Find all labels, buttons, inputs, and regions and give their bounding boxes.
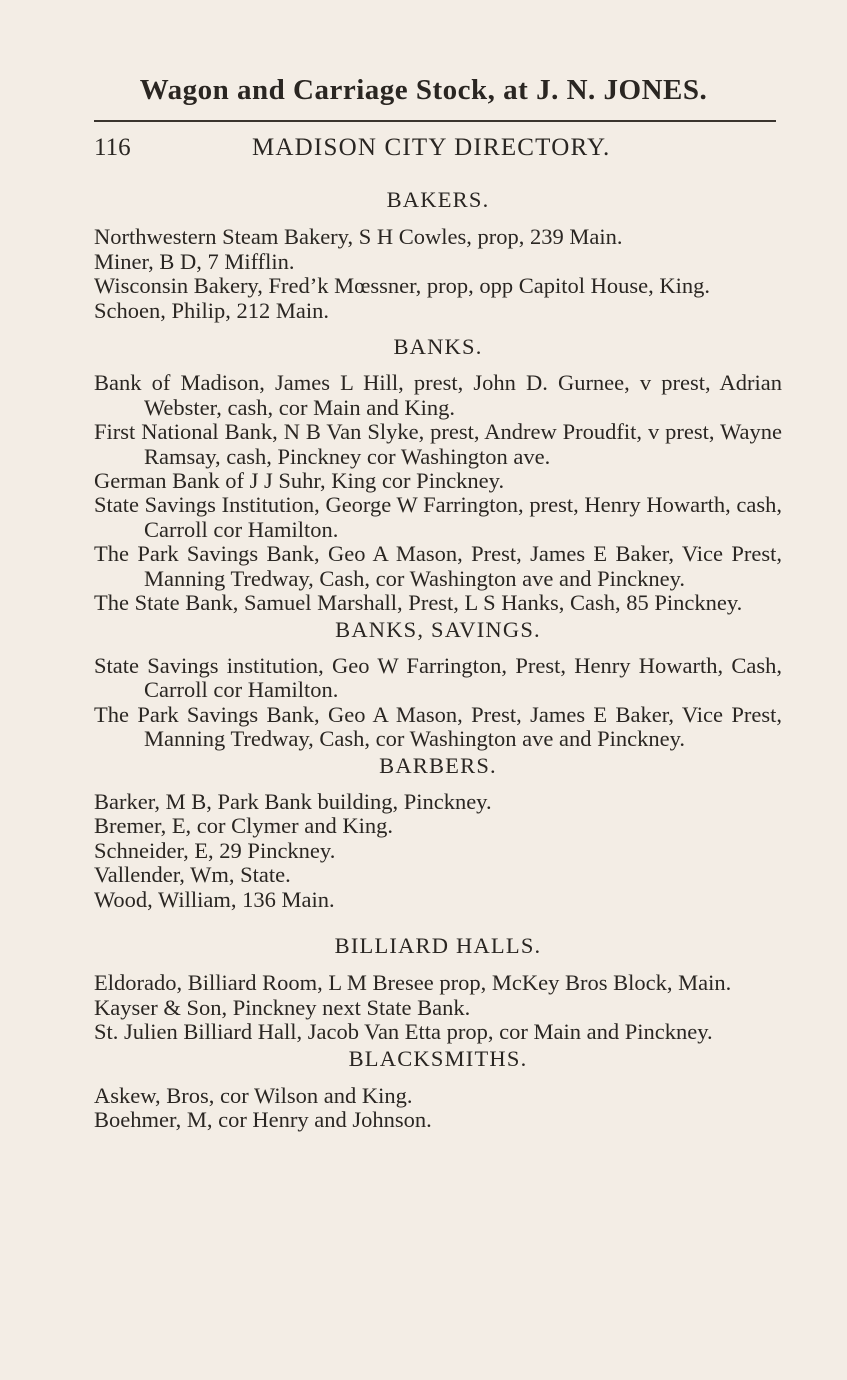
directory-entry: Schoen, Philip, 212 Main. xyxy=(94,297,329,323)
directory-entry: Wisconsin Bakery, Fred’k Mœssner, prop, opp Capitol House, King. xyxy=(94,273,711,299)
directory-entry: St. Julien Billiard Hall, Jacob Van Etta prop, cor Main and Pinckney. xyxy=(94,1019,713,1045)
section-heading-blacksmiths: BLACKSMITHS. xyxy=(348,1045,528,1071)
directory-entry: Barker, M B, Park Bank building, Pinckney. xyxy=(94,788,492,814)
directory-entry: Bremer, E, cor Clymer and King. xyxy=(94,813,394,839)
section-heading-banks-savings: BANKS, SAVINGS. xyxy=(335,616,541,642)
directory-entry: Vallender, Wm, State. xyxy=(94,862,291,888)
page-number: 116 xyxy=(94,134,131,161)
directory-entry: The State Bank, Samuel Marshall, Prest, L S Hanks, Cash, 85 Pinckney. xyxy=(94,590,743,616)
directory-entry: Northwestern Steam Bakery, S H Cowles, prop, 239 Main. xyxy=(94,224,623,250)
directory-entry: Miner, B D, 7 Mifflin. xyxy=(94,248,295,274)
directory-entry: Eldorado, Billiard Room, L M Bresee prop, McKey Bros Block, Main. xyxy=(94,970,732,996)
directory-entry: The Park Savings Bank, Geo A Mason, Prest, James E Baker, Vice Prest, Manning Tredway, Cash, cor Washington ave and Pinckney. xyxy=(94,701,782,752)
directory-entry: The Park Savings Bank, Geo A Mason, Prest, James E Baker, Vice Prest, Manning Tredway, Cash, cor Washington ave and Pinckney. xyxy=(94,541,782,591)
section-heading-barbers: BARBERS. xyxy=(379,752,497,778)
directory-content xyxy=(94,188,782,1133)
directory-entry: Wood, William, 136 Main. xyxy=(94,886,335,912)
section-heading-bakers: BAKERS. xyxy=(386,187,490,212)
directory-entry: German Bank of J J Suhr, King cor Pinckney. xyxy=(94,468,505,494)
header-rule xyxy=(94,120,776,122)
section-heading-banks: BANKS. xyxy=(393,334,483,360)
directory-entry: Kayser & Son, Pinckney next State Bank. xyxy=(94,994,471,1020)
directory-entry: Boehmer, M, cor Henry and Johnson. xyxy=(94,1107,432,1133)
directory-entry: State Savings Institution, George W Farrington, prest, Henry Howarth, cash, Carroll cor Hamilton. xyxy=(94,492,782,542)
directory-entry: State Savings institution, Geo W Farrington, Prest, Henry Howarth, Cash, Carroll cor Hamilton. xyxy=(94,652,782,703)
directory-entry: Askew, Bros, cor Wilson and King. xyxy=(94,1083,413,1108)
directory-entry: Schneider, E, 29 Pinckney. xyxy=(94,837,336,863)
directory-title: MADISON CITY DIRECTORY. xyxy=(252,134,611,161)
section-heading-billiard-halls: BILLIARD HALLS. xyxy=(334,932,542,958)
directory-entry: Bank of Madison, James L Hill, prest, John D. Gurnee, v prest, Adrian Webster, cash, cor Main and King. xyxy=(94,370,782,420)
directory-entry: First National Bank, N B Van Slyke, prest, Andrew Proudfit, v prest, Wayne Ramsay, cash, Pinckney cor Washington ave. xyxy=(94,419,782,469)
running-head: Wagon and Carriage Stock, at J. N. JONES. xyxy=(139,74,708,106)
